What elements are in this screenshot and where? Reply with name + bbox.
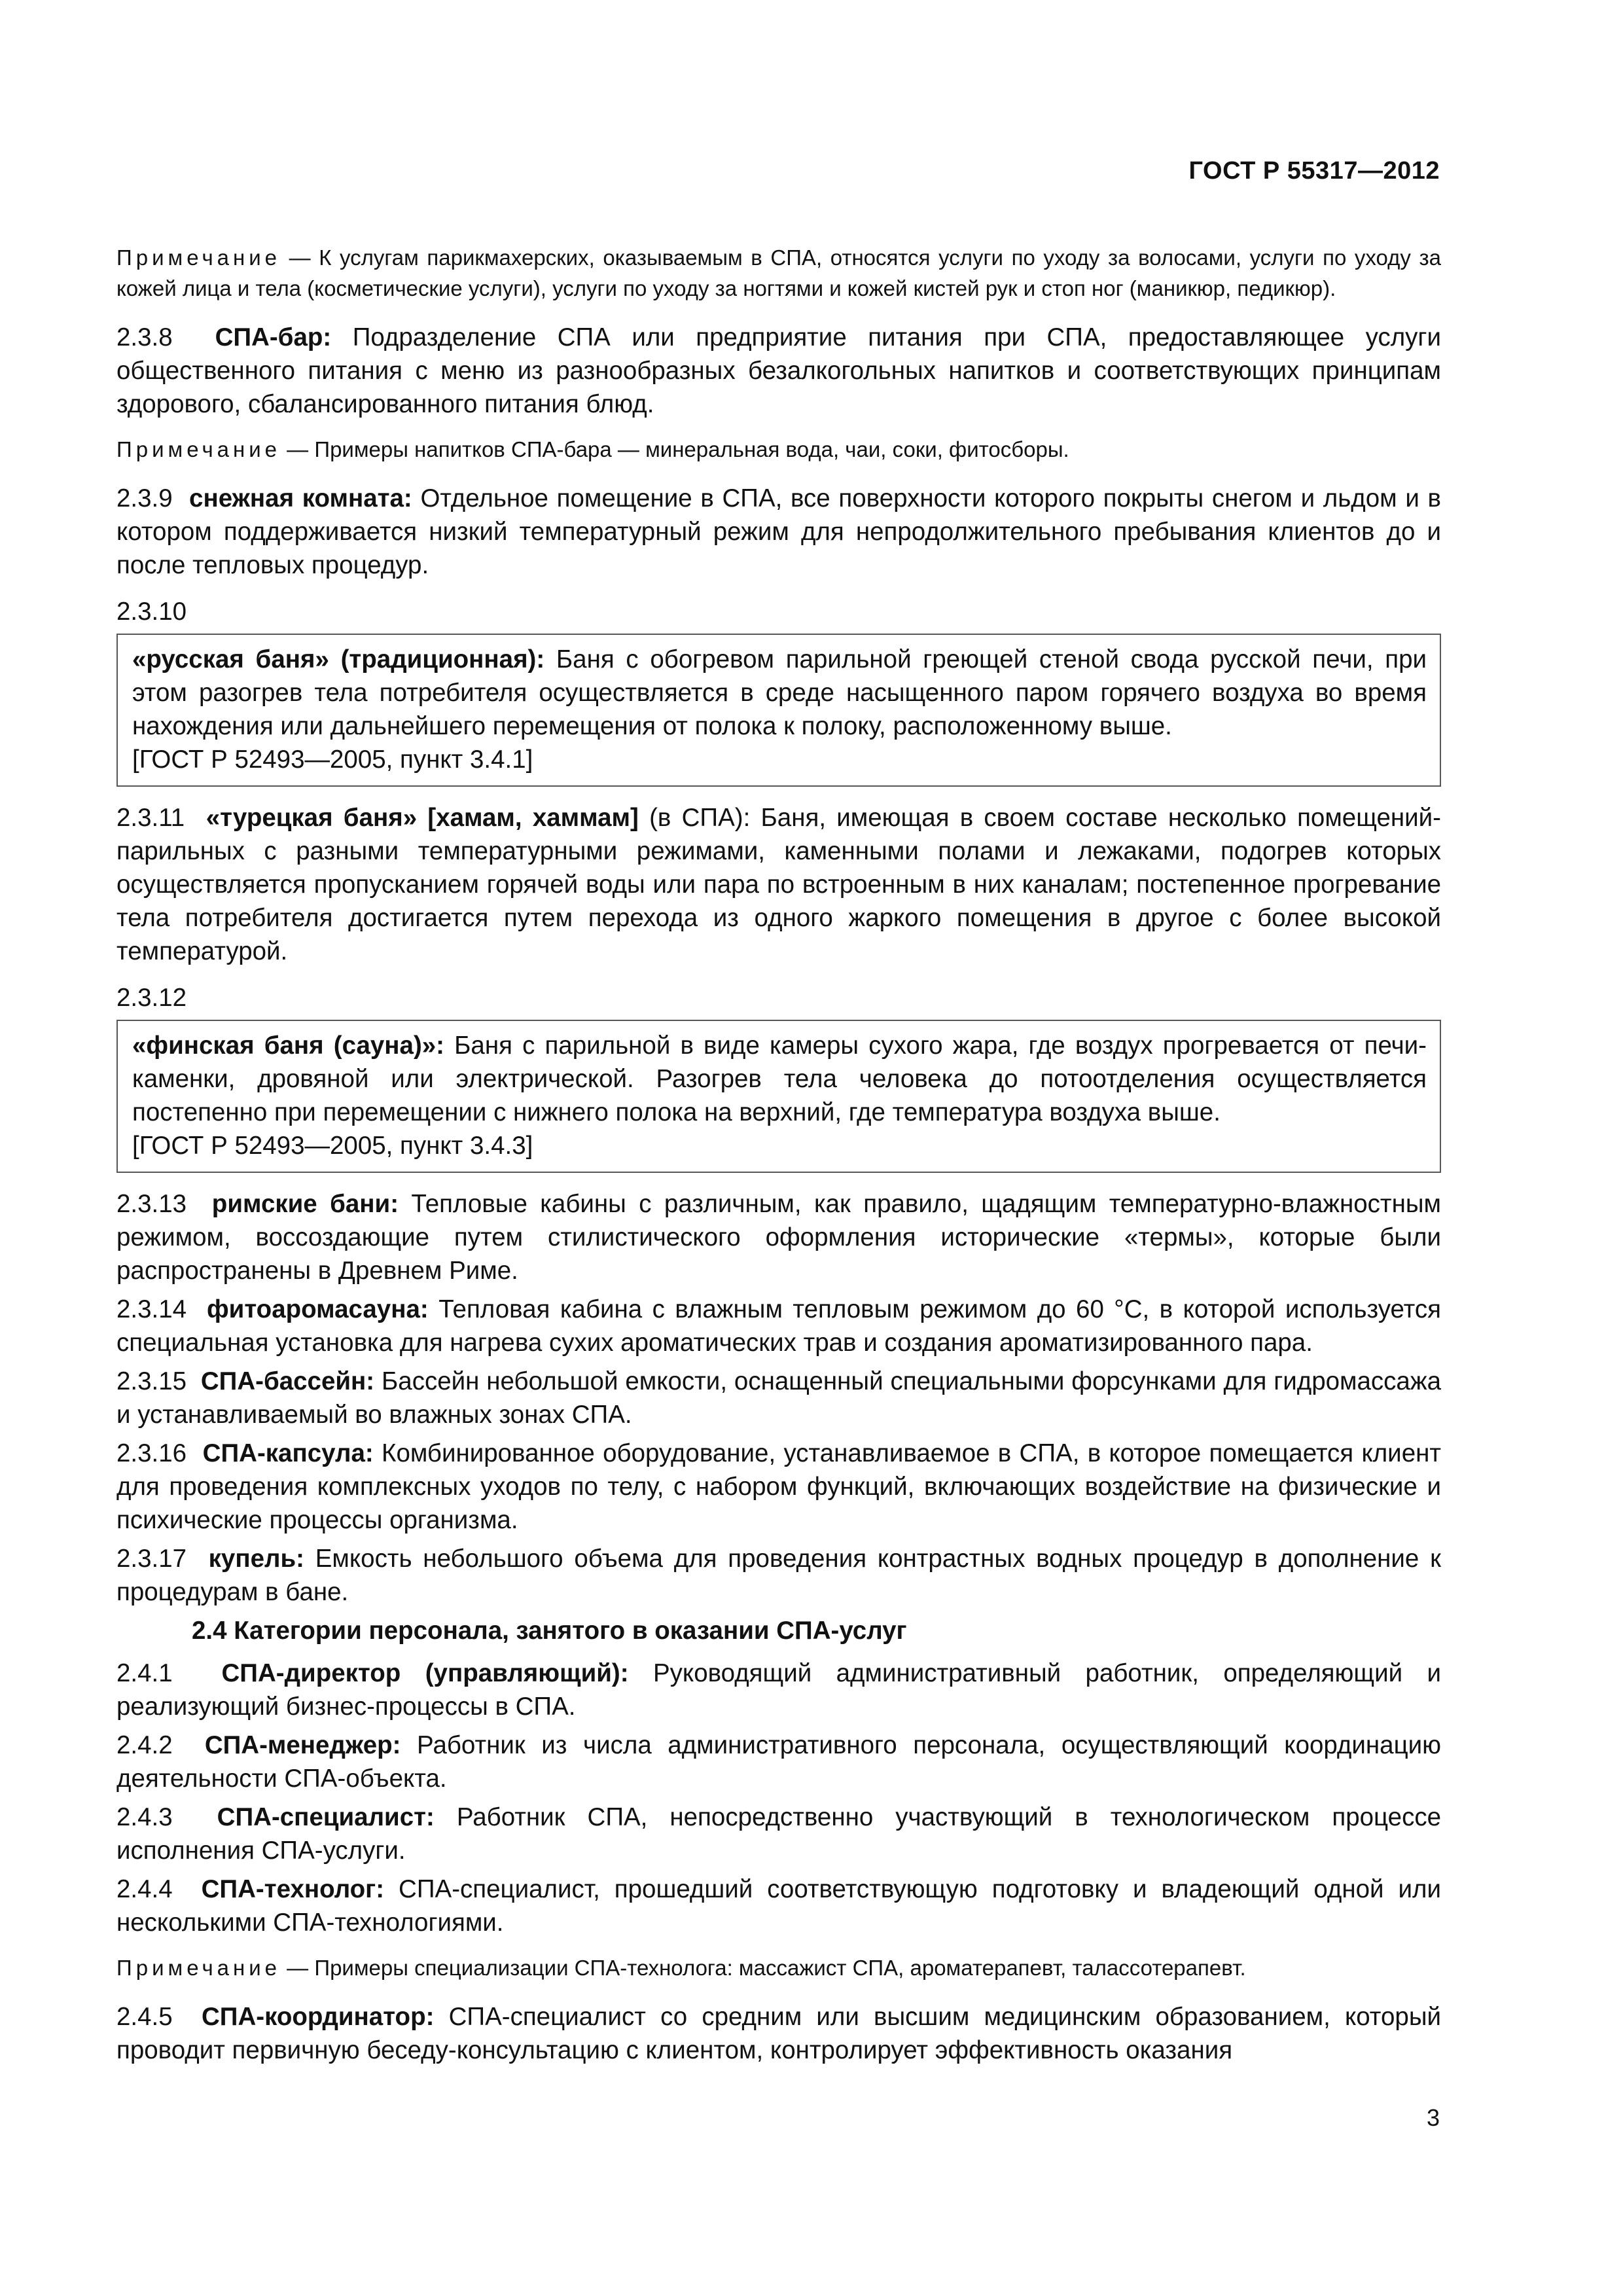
term-number: 2.3.14 bbox=[116, 1295, 187, 1323]
boxed-definition bbox=[132, 1029, 1427, 1129]
term-number: 2.3.13 bbox=[116, 1190, 187, 1218]
note-dash: — bbox=[281, 1956, 315, 1980]
term-entry bbox=[116, 1801, 1441, 1867]
term-entry bbox=[116, 1365, 1441, 1431]
note-label: Примечание bbox=[116, 437, 281, 461]
term-name: римские бани: bbox=[211, 1190, 399, 1218]
term-name: «русская баня» (традиционная): bbox=[132, 645, 545, 673]
note-paragraph bbox=[116, 434, 1441, 465]
term-definition: Емкость небольшого объема для проведения контрастных водных процедур в дополнение к процедурам в бане. bbox=[116, 1545, 1441, 1606]
document-body bbox=[116, 242, 1441, 2080]
note-dash: — bbox=[281, 437, 315, 461]
term-number: 2.4.3 bbox=[116, 1803, 173, 1831]
term-name: СПА-менеджер: bbox=[204, 1731, 401, 1759]
term-entry bbox=[116, 1542, 1441, 1609]
term-name: СПА-бар: bbox=[215, 323, 332, 351]
term-number: 2.3.8 bbox=[116, 323, 173, 351]
term-name: СПА-координатор: bbox=[201, 2003, 435, 2031]
term-definition: Тепловые кабины с различным, как правило, щадящим температурно-влажностным режимом, воссоздающие путем стилистического оформления исторические «термы», которые были распространены в Древнем Риме. bbox=[116, 1190, 1441, 1285]
section-heading: 2.4 Категории персонала, занятого в оказании СПА-услуг bbox=[192, 1617, 907, 1645]
term-entry bbox=[116, 321, 1441, 421]
page-number: 3 bbox=[1426, 2104, 1440, 2131]
term-number: 2.3.15 bbox=[116, 1367, 187, 1395]
term-definition: Руководящий административный работник, определяющий и реализующий бизнес-процессы в СПА. bbox=[116, 1659, 1442, 1721]
term-definition: СПА-специалист, прошедший соответствующую подготовку и владеющий одной или несколькими СПА-технологиями. bbox=[116, 1875, 1441, 1937]
term-name: СПА-капсула: bbox=[202, 1439, 374, 1467]
term-entry bbox=[116, 1873, 1441, 1939]
note-text: Примеры специализации СПА-технолога: массажист СПА, ароматерапевт, талассотерапевт. bbox=[314, 1956, 1246, 1980]
term-name: купель: bbox=[208, 1545, 304, 1573]
note-dash: — bbox=[281, 245, 319, 270]
term-number-line: 2.3.12 bbox=[116, 984, 187, 1012]
note-text: К услугам парикмахерских, оказываемым в СПА, относятся услуги по уходу за волосами, услуги по уходу за кожей лица и тела (косметические услуги), услуги по уходу за ногтями и кожей кистей рук и стоп ног (маникюр, педикюр). bbox=[116, 245, 1441, 300]
term-definition: СПА-специалист со средним или высшим медицинским образованием, который проводит первичную беседу-консультацию с клиентом, контролирует эффективность оказания bbox=[116, 2003, 1441, 2064]
document-id-header: ГОСТ Р 55317—2012 bbox=[1188, 157, 1440, 185]
term-definition: Подразделение СПА или предприятие питания при СПА, предоставляющее услуги общественного питания с меню из разнообразных безалкогольных напитков и соответствующих принципам здорового, сбалансированного питания блюд. bbox=[116, 323, 1441, 418]
term-number: 2.4.1 bbox=[116, 1659, 173, 1687]
note-label: Примечание bbox=[116, 245, 281, 270]
term-definition: Работник СПА, непосредственно участвующий в технологическом процессе исполнения СПА-услуги. bbox=[116, 1803, 1441, 1865]
term-entry bbox=[116, 1657, 1441, 1723]
term-number: 2.4.5 bbox=[116, 2003, 173, 2031]
term-name: снежная комната: bbox=[189, 484, 412, 512]
term-definition: Баня с парильной в виде камеры сухого жара, где воздух прогревается от печи-каменки, дровяной или электрической. Разогрев тела человека до потоотделения осуществляется постепенно при перемещении с нижнего полока на верхний, где температура воздуха выше. bbox=[132, 1031, 1427, 1126]
term-number: 2.4.4 bbox=[116, 1875, 173, 1903]
term-number-line: 2.3.10 bbox=[116, 598, 187, 626]
term-name: СПА-технолог: bbox=[201, 1875, 385, 1903]
source-reference: [ГОСТ Р 52493—2005, пункт 3.4.3] bbox=[132, 1132, 533, 1160]
source-reference: [ГОСТ Р 52493—2005, пункт 3.4.1] bbox=[132, 745, 533, 774]
term-definition: Тепловая кабина с влажным тепловым режимом до 60 °С, в которой используется специальная установка для нагрева сухих ароматических трав и создания ароматизированного пара. bbox=[116, 1295, 1441, 1357]
note-paragraph bbox=[116, 1952, 1441, 1983]
term-entry bbox=[116, 1437, 1441, 1537]
term-qualifier: (в СПА): bbox=[649, 804, 751, 832]
term-number: 2.3.9 bbox=[116, 484, 173, 512]
term-number: 2.3.11 bbox=[116, 804, 185, 832]
note-paragraph bbox=[116, 242, 1441, 304]
term-name: фитоаромасауна: bbox=[206, 1295, 429, 1323]
term-name: «турецкая баня» [хамам, хаммам] bbox=[205, 804, 639, 832]
term-number: 2.3.17 bbox=[116, 1545, 187, 1573]
quoted-term-box bbox=[116, 1020, 1441, 1173]
term-name: «финская баня (сауна)»: bbox=[132, 1031, 445, 1060]
term-definition: Баня, имеющая в своем составе несколько помещений-парильных с разными температурными режимами, каменными полами и лежаками, подогрев которых осуществляется пропусканием горячей воды или пара по встроенным в них каналам; постепенное прогревание тела потребителя достигается путем перехода из одного жаркого помещения в другое с более высокой температурой. bbox=[116, 804, 1441, 965]
term-definition: Баня с обогревом парильной греющей стеной свода русской печи, при этом разогрев тела потребителя осуществляется в среде насыщенного паром горячего воздуха во время нахождения или дальнейшего перемещения от полока к полоку, расположенному выше. bbox=[132, 645, 1427, 740]
term-entry bbox=[116, 2000, 1441, 2067]
term-entry bbox=[116, 1729, 1441, 1795]
term-entry bbox=[116, 801, 1441, 968]
term-definition: Комбинированное оборудование, устанавливаемое в СПА, в которое помещается клиент для проведения комплексных уходов по телу, с набором функций, включающих воздействие на физические и психические процессы организма. bbox=[116, 1439, 1441, 1534]
term-definition: Отдельное помещение в СПА, все поверхности которого покрыты снегом и льдом и в котором поддерживается низкий температурный режим для непродолжительного пребывания клиентов до и после тепловых процедур. bbox=[116, 484, 1441, 579]
term-name: СПА-специалист: bbox=[217, 1803, 435, 1831]
note-text: Примеры напитков СПА-бара — минеральная вода, чаи, соки, фитосборы. bbox=[314, 437, 1069, 461]
term-name: СПА-бассейн: bbox=[200, 1367, 375, 1395]
term-definition: Работник из числа административного персонала, осуществляющий координацию деятельности СПА-объекта. bbox=[116, 1731, 1442, 1793]
term-definition: Бассейн небольшой емкости, оснащенный специальными форсунками для гидромассажа и устанавливаемый во влажных зонах СПА. bbox=[116, 1367, 1441, 1429]
term-entry bbox=[116, 1187, 1441, 1287]
term-entry bbox=[116, 482, 1441, 582]
term-number: 2.4.2 bbox=[116, 1731, 173, 1759]
quoted-term-box bbox=[116, 634, 1441, 787]
note-label: Примечание bbox=[116, 1956, 281, 1980]
boxed-definition bbox=[132, 643, 1427, 743]
term-entry bbox=[116, 1293, 1441, 1359]
term-number: 2.3.16 bbox=[116, 1439, 187, 1467]
term-name: СПА-директор (управляющий): bbox=[221, 1659, 629, 1687]
